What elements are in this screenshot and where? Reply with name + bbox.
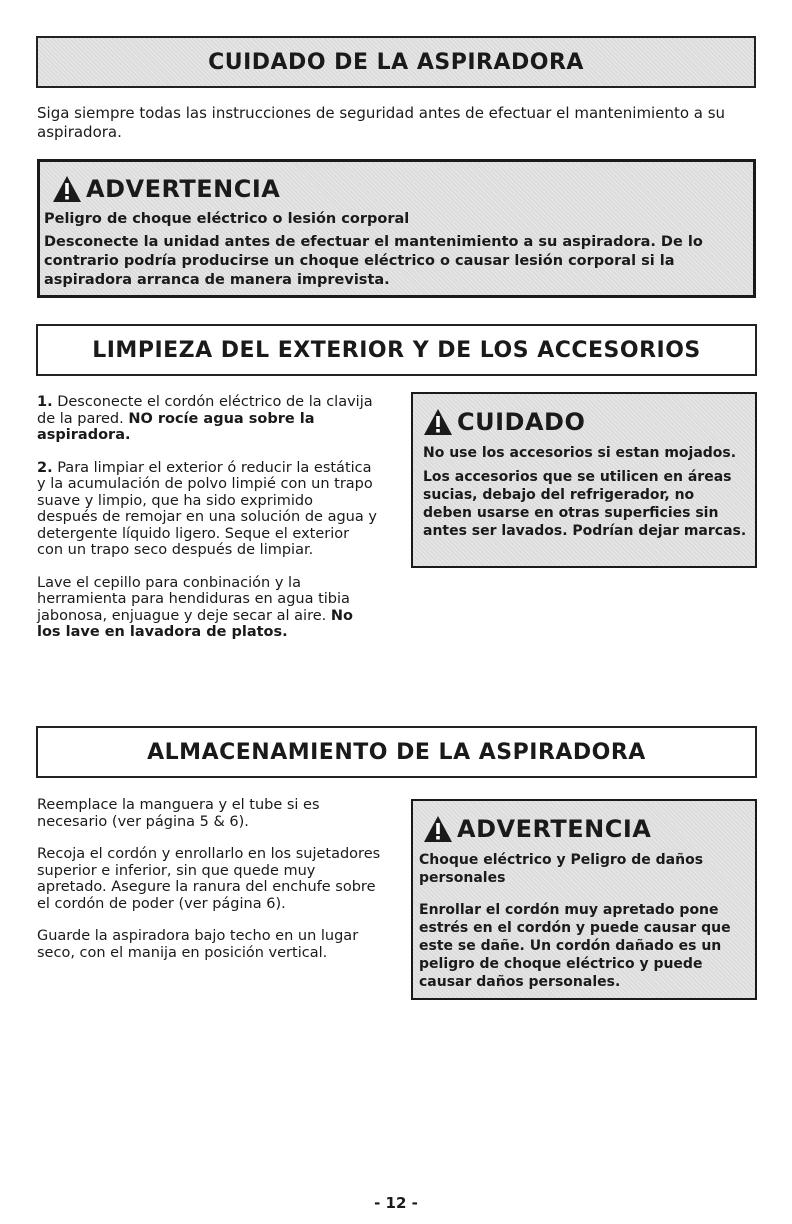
storage-warning-heading (423, 809, 747, 849)
page-title-text: CUIDADO DE LA ASPIRADORA (208, 49, 584, 75)
section-title-storage (36, 726, 757, 778)
section-title-storage-text: ALMACENAMIENTO DE LA ASPIRADORA (147, 739, 646, 765)
storage-para-3: Guarde la aspiradora bajo techo en un lugar seco, con el manija en posición vertical. (37, 928, 359, 961)
storage-warning-subtitle: Choque eléctrico y Peligro de daños personales (419, 852, 704, 886)
para-3-bold: No los lave en lavadora de platos. (37, 607, 353, 640)
cleaning-instructions (37, 394, 377, 657)
cleaning-step-1 (37, 394, 377, 444)
warning-body: Desconecte la unidad antes de efectuar el mantenimiento a su aspiradora. De lo contrario podría producirse un choque eléctrico o causar lesión corporal si la aspiradora arranca de manera imprevista. (44, 234, 703, 288)
step-2-text: Para limpiar el exterior ó reducir la estática y la acumulación de polvo limpié con un trapo suave y limpio, que ha sido exprimido después de remojar en una solución de agua y detergente líquido ligero. Seque el exterior con un trapo seco después de limpiar. (37, 459, 377, 558)
page-number: - 12 - (374, 1194, 418, 1212)
para-3-text: Lave el cepillo para conbinación y la herramienta para hendiduras en agua tibia jabonosa, enjuague y deje secar al aire. (37, 574, 350, 624)
warning-box-electric-shock (37, 159, 756, 298)
section-title-cleaning (36, 324, 757, 376)
warning-triangle-icon (423, 815, 453, 843)
step-1-number: 1. (37, 394, 53, 410)
section-title-cleaning-text: LIMPIEZA DEL EXTERIOR Y DE LOS ACCESORIOS (92, 337, 701, 363)
storage-para-1: Reemplace la manguera y el tube si es necesario (ver página 5 & 6). (37, 797, 320, 830)
storage-para-2: Recoja el cordón y enrollarlo en los sujetadores superior e inferior, sin que quede muy apretado. Asegure la ranura del enchufe sobre el cordón de poder (ver página 6). (37, 846, 381, 912)
warning-subtitle: Peligro de choque eléctrico o lesión corporal (44, 211, 410, 227)
caution-line-2: Los accesorios que se utilicen en áreas sucias, debajo del refrigerador, no deben usarse en otras superficies sin antes ser lavados. Podrían dejar marcas. (423, 469, 747, 539)
caution-line-1: No use los accesorios si estan mojados. (423, 445, 737, 461)
warning-heading-text: ADVERTENCIA (86, 175, 281, 203)
caution-box (411, 392, 757, 568)
caution-heading (423, 402, 747, 442)
storage-warning-body: Enrollar el cordón muy apretado pone estrés en el cordón y puede causar que este se dañe. Un cordón dañado es un peligro de choque eléctrico y puede causar daños personales. (419, 902, 731, 990)
warning-box-storage (411, 799, 757, 1000)
step-1-bold: NO rocíe agua sobre la aspiradora. (37, 410, 315, 443)
cleaning-step-2 (37, 460, 377, 559)
step-1-text: Desconecte el cordón eléctrico de la clavija de la pared. (37, 394, 373, 427)
cleaning-para-3 (37, 575, 377, 641)
storage-warning-heading-text: ADVERTENCIA (457, 815, 652, 843)
step-2-number: 2. (37, 459, 53, 476)
caution-heading-text: CUIDADO (457, 408, 586, 436)
intro-text: Siga siempre todas las instrucciones de seguridad antes de efectuar el mantenimiento a su aspiradora. (37, 104, 726, 141)
warning-triangle-icon (423, 408, 453, 436)
warning-triangle-icon (52, 175, 82, 203)
page-title (36, 36, 756, 88)
storage-instructions (37, 797, 382, 977)
warning-heading (52, 172, 749, 206)
